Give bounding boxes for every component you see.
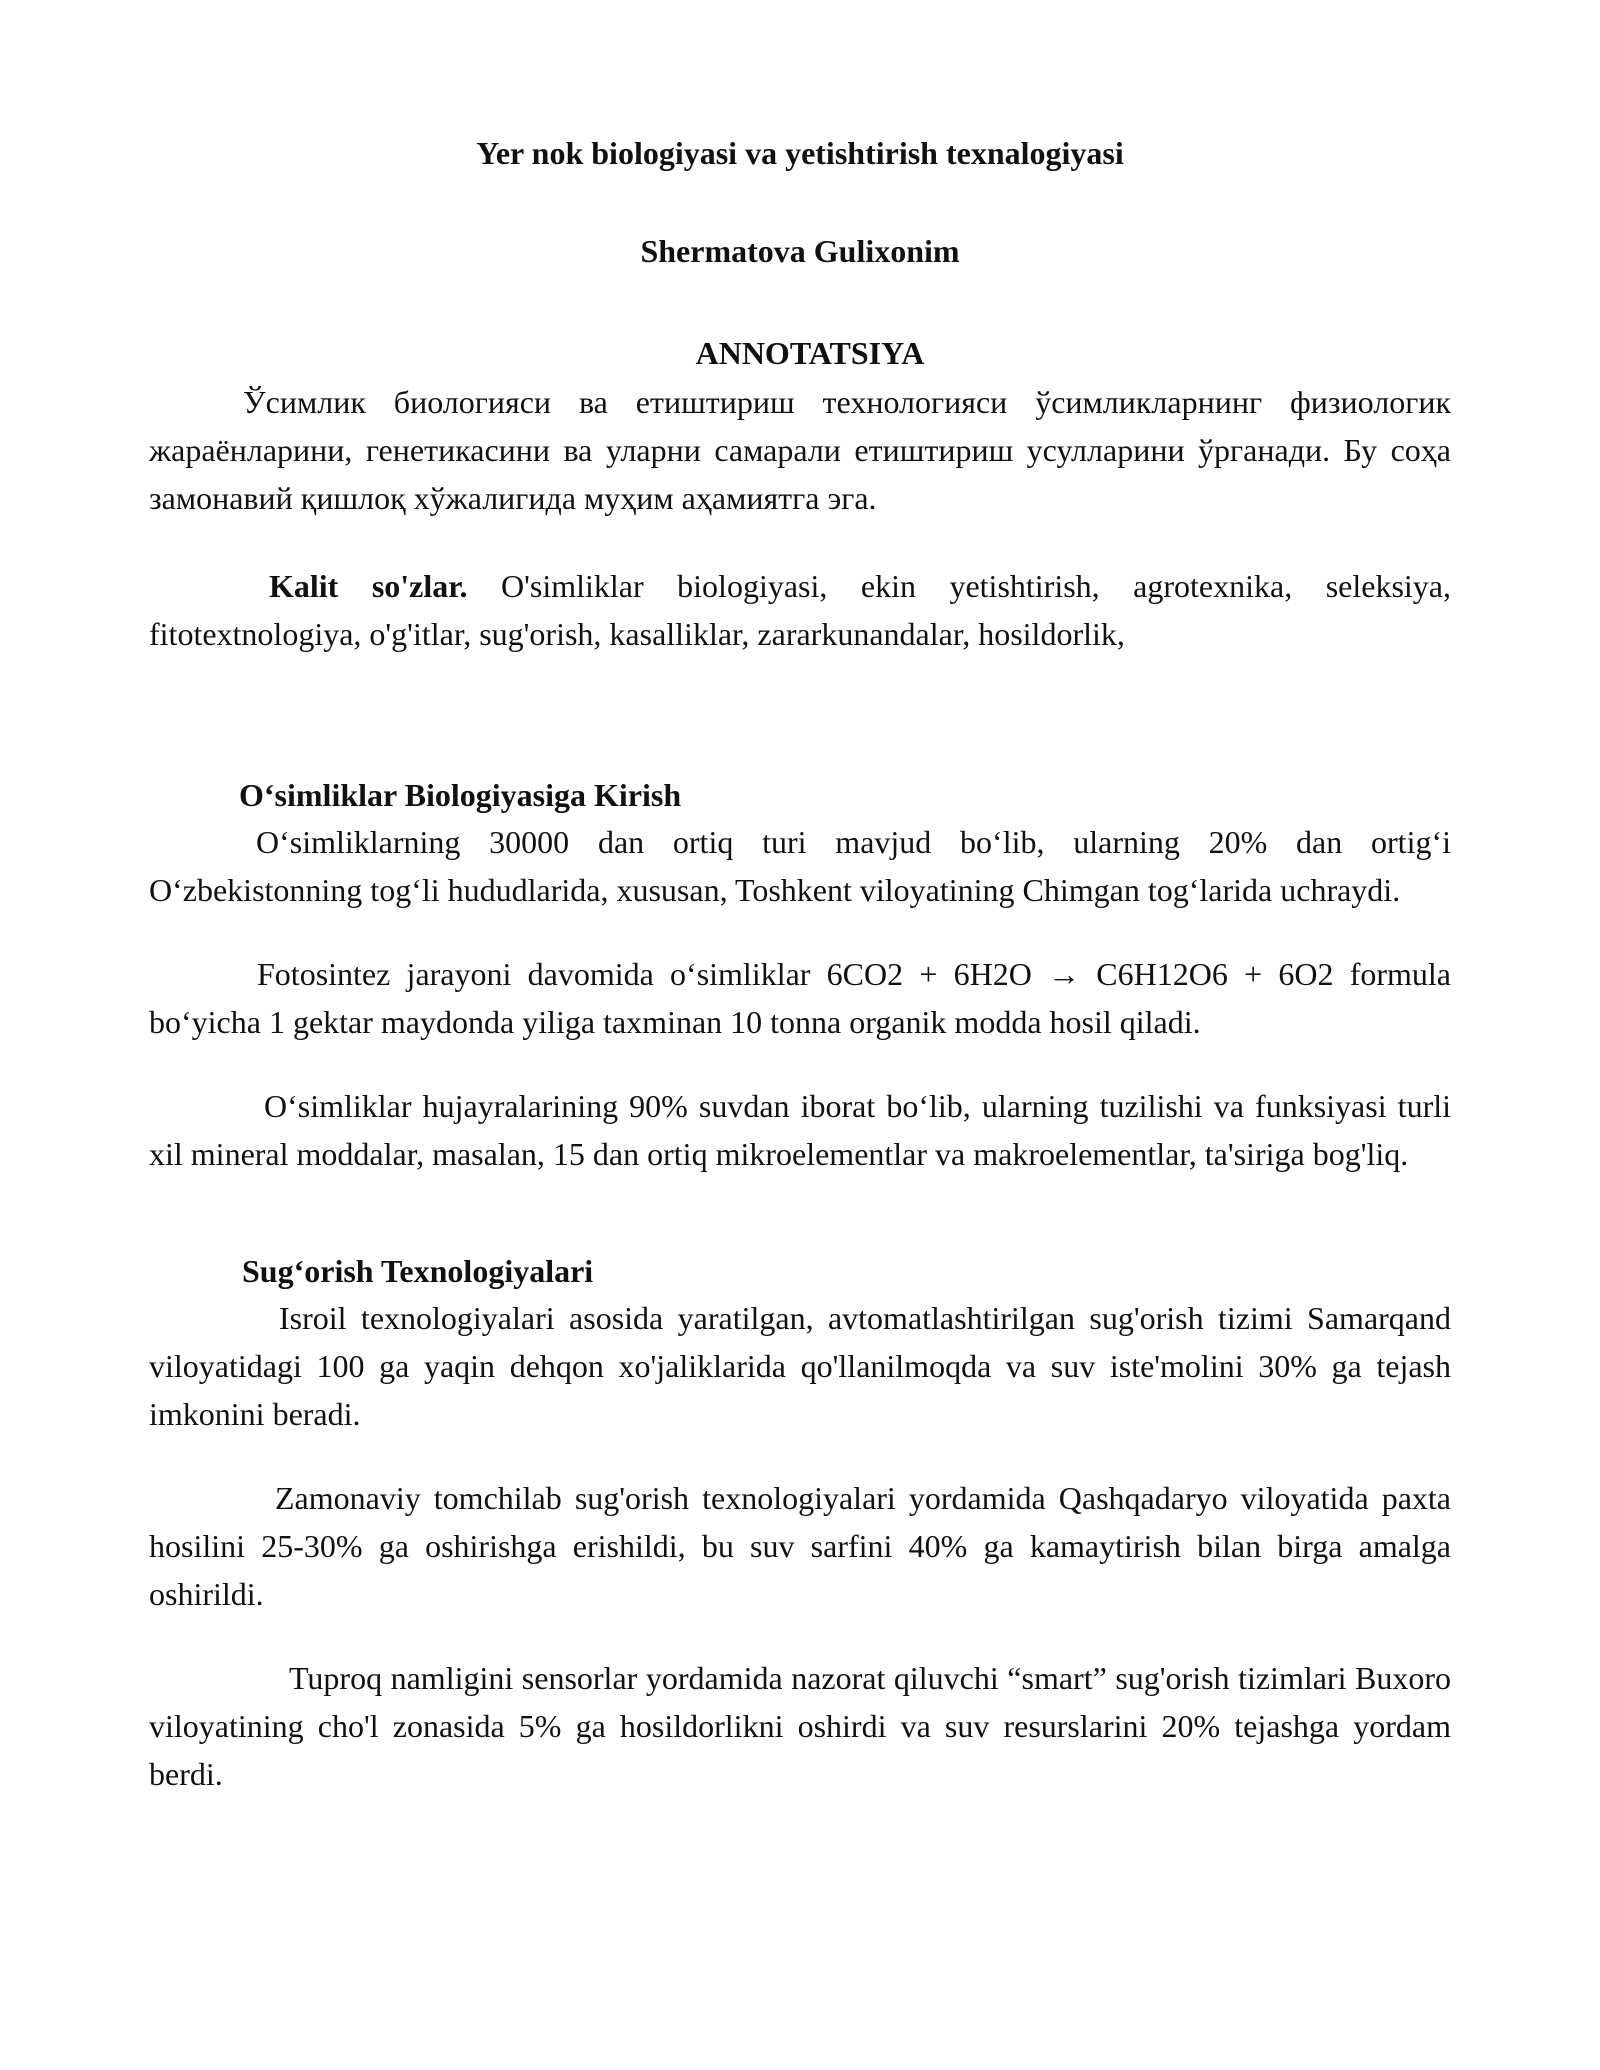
section2-paragraph: Isroil texnologiyalari asosida yaratilgan, avtomatlashtirilgan sug'orish tizimi Samarqand viloyatidagi 100 ga yaqin dehqon xo'jaliklarida qo'llanilmoqda va suv iste'molini 30% ga tejash imkonini beradi. — [149, 1300, 1451, 1432]
section1-paragraph: Oʻsimliklarning 30000 dan ortiq turi mavjud boʻlib, ularning 20% dan ortigʻi Oʻzbekistonning togʻli hududlarida, xususan, Toshkent viloyatining Chimgan togʻlarida uchraydi. — [149, 824, 1451, 908]
section2-paragraph: Tuproq namligini sensorlar yordamida nazorat qiluvchi “smart” sug'orish tizimlari Buxoro viloyatining cho'l zonasida 5% ga hosildorlikni oshirdi va suv resurslarini 20% tejashga yordam berdi. — [149, 1660, 1451, 1792]
keywords-paragraph — [149, 562, 1451, 658]
keywords-text: O'simliklar biologiyasi, ekin yetishtirish, agrotexnika, seleksiya, fitotextnologiya, o'g'itlar, sug'orish, kasalliklar, zararkunandalar, hosildorlik, — [149, 568, 1452, 652]
annotation-text: Ўсимлик биологияси ва етиштириш технологияси ўсимликларнинг физиологик жараёнларини, генетикасини ва уларни самарали етиштириш усулларини ўрганади. Бу соҳа замонавий қишлоқ хўжалигида муҳим аҳамиятга эга. — [149, 384, 1451, 516]
section1-paragraph: Fotosintez jarayoni davomida oʻsimliklar 6CO2 + 6H2O → C6H12O6 + 6O2 formula boʻyicha 1 gektar maydonda yiliga taxminan 10 tonna organik modda hosil qiladi. — [149, 956, 1451, 1040]
document-title: Yer nok biologiyasi va yetishtirish texnalogiyasi — [476, 135, 1124, 171]
author-name: Shermatova Gulixonim — [640, 233, 960, 269]
document-body — [149, 130, 1451, 1798]
section-heading-irrigation: Sugʻorish Texnologiyalari — [242, 1253, 594, 1289]
section-heading-plant-biology: Oʻsimliklar Biologiyasiga Kirish — [239, 777, 682, 813]
section1-paragraph: Oʻsimliklar hujayralarining 90% suvdan iborat boʻlib, ularning tuzilishi va funksiyasi turli xil mineral moddalar, masalan, 15 dan ortiq mikroelementlar va makroelementlar, ta'siriga bog'liq. — [149, 1088, 1451, 1172]
section2-paragraph: Zamonaviy tomchilab sug'orish texnologiyalari yordamida Qashqadaryo viloyatida paxta hosilini 25-30% ga oshirishga erishildi, bu suv sarfini 40% ga kamaytirish bilan birga amalga oshirildi. — [149, 1480, 1451, 1612]
keywords-label: Kalit so'zlar. — [269, 568, 468, 604]
annotation-heading: ANNOTATSIYA — [695, 335, 925, 371]
